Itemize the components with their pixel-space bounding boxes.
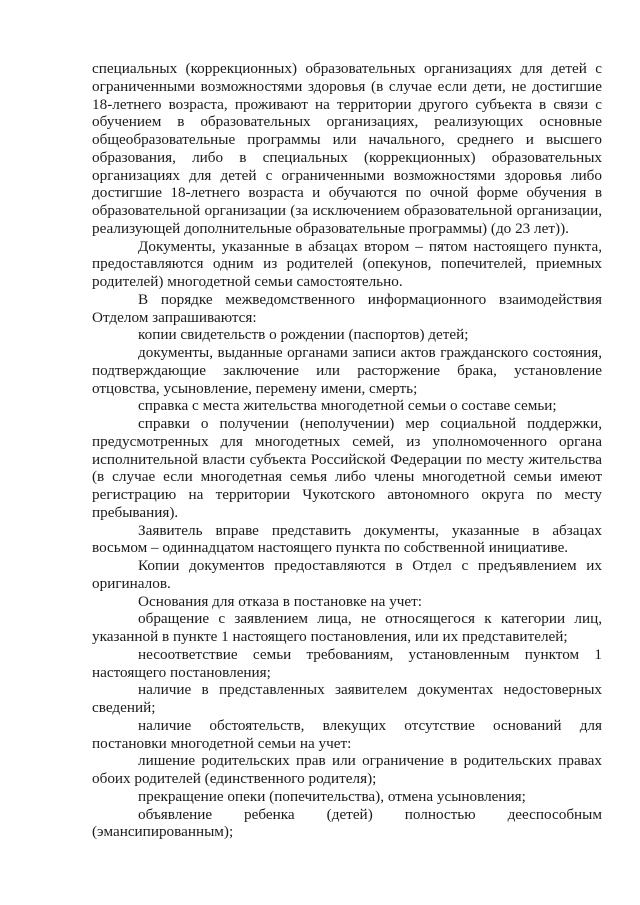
paragraph-applicant-right: Заявитель вправе представить документы, указанные в абзацах восьмом – одиннадцатом настоящего пункта по собственной инициативе. [92,521,602,557]
list-item-guardianship-termination: прекращение опеки (попечительства), отмена усыновления; [138,787,526,805]
list-item-emancipation: объявление ребенка (детей) полностью дееспособным (эмансипированным); [92,805,602,841]
list-item-civil-registry-docs: документы, выданные органами записи актов гражданского состояния, подтверждающие заключение или расторжение брака, установление отцовства, усыновление, перемену имени, смерть; [92,344,602,397]
paragraph-documents-submitted: Документы, указанные в абзацах втором – пятом настоящего пункта, предоставляются одним из родителей (опекунов, попечителей, приемных родителей) многодетной семьи самостоятельно. [92,237,602,290]
list-item-deprivation-parental-rights: лишение родительских прав или ограничение в родительских правах обоих родителей (единственного родителя); [92,752,602,787]
list-item-refusal-not-eligible: обращение с заявлением лица, не относящегося к категории лиц, указанной в пункте 1 настоящего постановления, или их представителей; [92,610,602,645]
list-item-refusal-requirements: несоответствие семьи требованиям, установленным пунктом 1 настоящего постановления; [92,645,602,681]
paragraph-interagency-request: В порядке межведомственного информационного взаимодействия Отделом запрашиваются: [92,290,602,326]
paragraph-refusal-grounds-heading: Основания для отказа в постановке на учет: [138,592,423,610]
paragraph-copies-with-originals: Копии документов предоставляются в Отдел с предъявлением их оригиналов. [92,557,602,592]
list-item-birth-certificates: копии свидетельств о рождении (паспортов) детей; [138,326,469,344]
list-item-refusal-false-info: наличие в представленных заявителем документах недостоверных сведений; [92,681,602,716]
list-item-residence-certificate: справка с места жительства многодетной семьи о составе семьи; [138,397,557,415]
document-page [92,60,602,841]
paragraph-education-continuation: специальных (коррекционных) образовательных организациях для детей с ограниченными возможностями здоровья (в случае если дети, не достигшие 18-летнего возраста, проживают на территории другого субъекта в связи с обучением в образовательных организациях, реализующих основные общеобразовательные программы или начального, среднего и высшего образования, либо в специальных (коррекционных) образовательных организациях для детей с ограниченными возможностями здоровья либо достигшие 18-летнего возраста и обучаются по очной форме обучения в образовательной организации (за исключением образовательной организации, реализующей дополнительные образовательные программы) (до 23 лет)). [92,60,602,237]
list-item-refusal-circumstances: наличие обстоятельств, влекущих отсутствие оснований для постановки многодетной семьи на учет: [92,716,602,752]
list-item-social-support-certificates: справки о получении (неполучении) мер социальной поддержки, предусмотренных для многодетных семей, из уполномоченного органа исполнительной власти субъекта Российской Федерации по месту жительства (в случае если многодетная семья либо члены многодетной семьи имеют регистрацию на территории Чукотского автономного округа по месту пребывания). [92,415,602,521]
